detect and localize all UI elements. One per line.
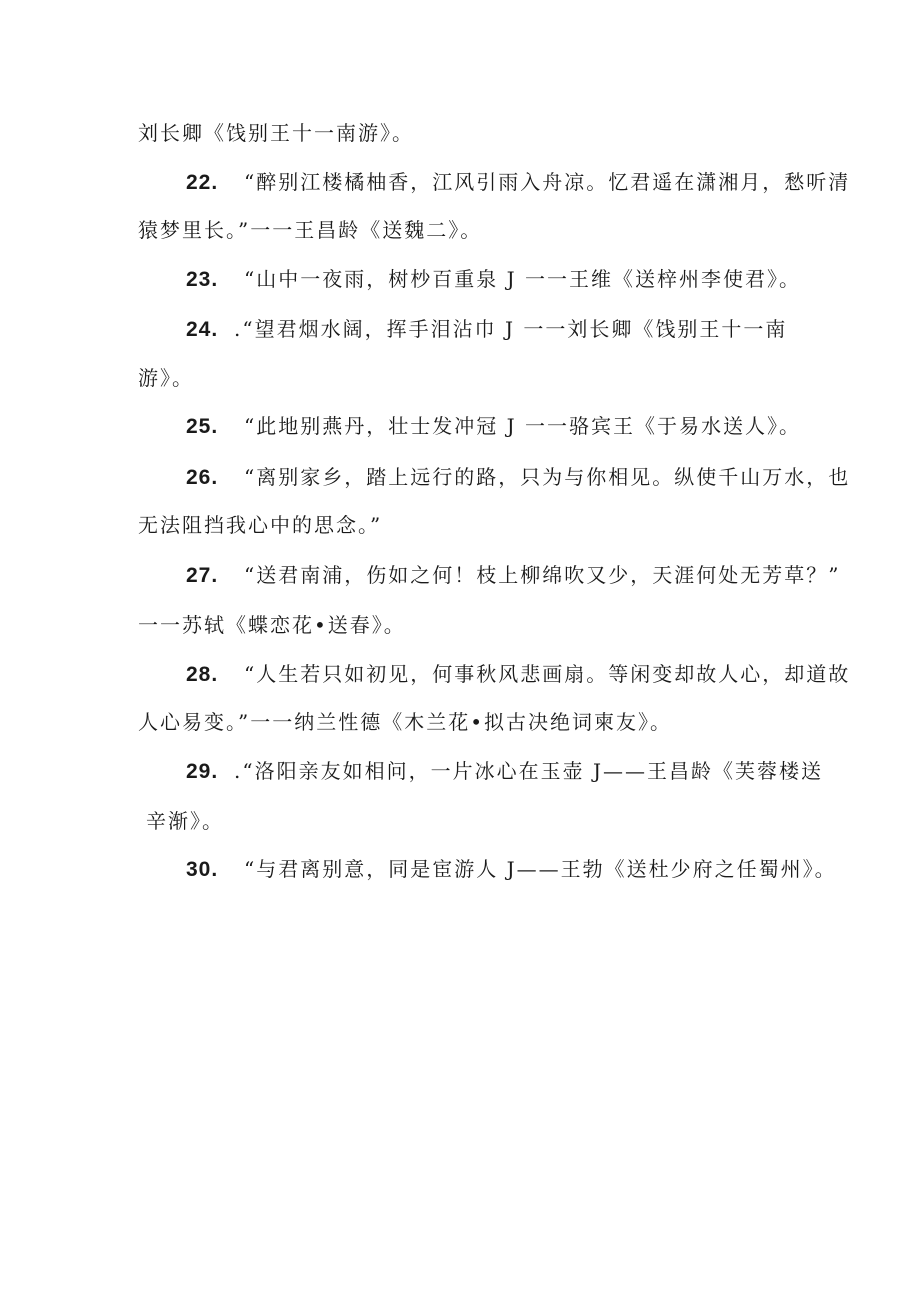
text-line [138, 366, 194, 390]
line-text: 人心易变。”一一纳兰性德《木兰花•拟古决绝词柬友》。 [138, 710, 673, 734]
line-text: “送君南浦，伤如之何！枝上柳绵吹又少，天涯何处无芳草？” [244, 563, 841, 587]
text-line [138, 513, 382, 537]
numbered-item [186, 465, 850, 490]
line-text: “离别家乡，踏上远行的路，只为与你相见。纵使千山万水，也 [244, 465, 851, 489]
line-text: 游》。 [138, 366, 194, 390]
line-text: 辛渐》。 [146, 809, 224, 833]
line-text: 刘长卿《饯别王十一南游》。 [138, 121, 414, 145]
line-text: .“望君烟水阔，挥手泪沾巾 J 一一刘长卿《饯别王十一南 [234, 317, 788, 341]
numbered-item [186, 662, 850, 687]
line-text: 一一苏轼《蝶恋花•送春》。 [138, 613, 406, 637]
item-number: 27. [186, 564, 219, 587]
line-text: “与君离别意，同是宦游人 J——王勃《送杜少府之任蜀州》。 [244, 857, 837, 881]
item-number: 29. [186, 760, 219, 783]
numbered-item [186, 759, 823, 784]
item-number: 25. [186, 415, 219, 438]
numbered-item [186, 857, 837, 882]
text-line [138, 218, 482, 242]
line-text: 无法阻挡我心中的思念。” [138, 513, 383, 537]
line-text: “醉别江楼橘柚香，江风引雨入舟凉。忆君遥在潇湘月，愁听清 [244, 170, 851, 194]
item-number: 28. [186, 663, 219, 686]
numbered-item [186, 414, 801, 439]
item-number: 23. [186, 268, 219, 291]
line-text: “山中一夜雨，树杪百重泉 J 一一王维《送梓州李使君》。 [244, 267, 801, 291]
numbered-item [186, 267, 801, 292]
text-line [138, 710, 672, 734]
item-number: 30. [186, 858, 219, 881]
text-line [146, 809, 224, 833]
numbered-item [186, 563, 840, 588]
numbered-item [186, 317, 787, 342]
item-number: 26. [186, 466, 219, 489]
line-text: “此地别燕丹，壮士发冲冠 J 一一骆宾王《于易水送人》。 [244, 414, 801, 438]
text-line [138, 613, 406, 637]
item-number: 24. [186, 318, 219, 341]
item-number: 22. [186, 171, 219, 194]
line-text: “人生若只如初见，何事秋风悲画扇。等闲变却故人心，却道故 [244, 662, 851, 686]
numbered-item [186, 170, 850, 195]
line-text: 猿梦里长。”一一王昌龄《送魏二》。 [138, 218, 483, 242]
line-text: .“洛阳亲友如相问，一片冰心在玉壶 J——王昌龄《芙蓉楼送 [234, 759, 823, 783]
text-line [138, 121, 414, 145]
